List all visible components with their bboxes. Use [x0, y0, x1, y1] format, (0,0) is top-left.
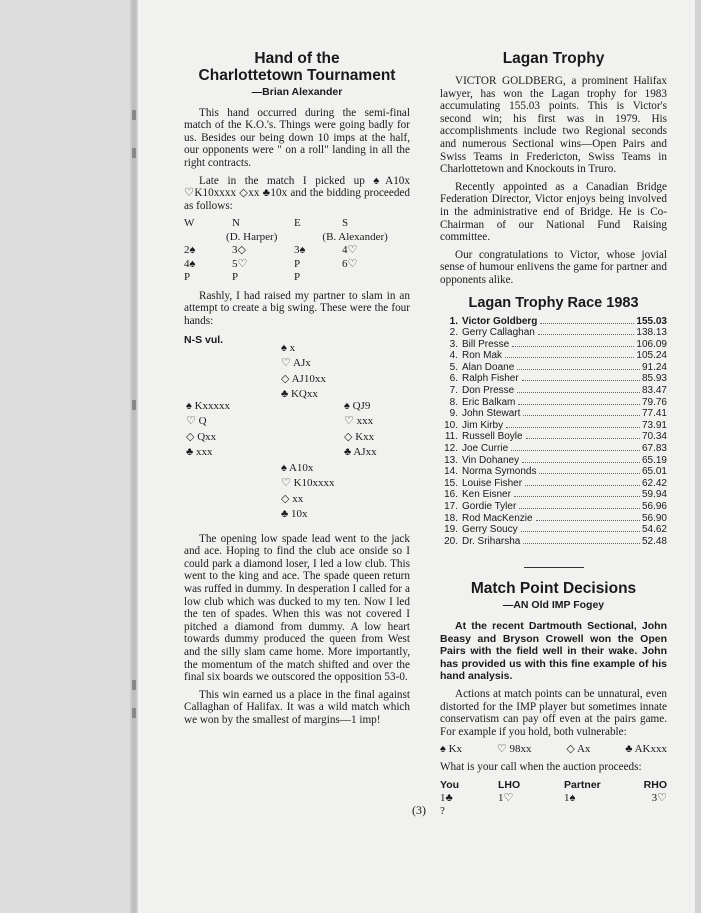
race-rank: 8.: [449, 396, 458, 408]
bidding-table: [184, 217, 410, 285]
staple-mark: [132, 400, 136, 410]
bid-cell: P: [184, 271, 191, 284]
race-rank: 6.: [449, 373, 458, 385]
auction-question-mark: ?: [440, 804, 445, 817]
race-score: 79.76: [641, 396, 667, 408]
race-row: [440, 431, 667, 443]
bid-header-row: [184, 217, 410, 231]
auction-cell: 3♡: [651, 791, 667, 804]
auction-cell: 1♡: [498, 791, 514, 804]
east-hearts: ♡ xxx: [344, 415, 374, 428]
staple-mark: [132, 680, 136, 690]
race-score: 56.96: [641, 501, 667, 512]
race-row: [440, 339, 667, 351]
race-rank: 7.: [449, 385, 458, 397]
race-leader-dots: [523, 543, 640, 544]
race-name: Eric Balkam: [462, 396, 516, 408]
west-diamonds: ◇ Qxx: [186, 430, 217, 443]
right-column: [440, 50, 667, 818]
staple-mark: [132, 110, 136, 120]
auction-cell: 1♠: [564, 791, 576, 804]
race-row: [440, 443, 667, 455]
auction-header-partner: Partner: [564, 778, 601, 791]
auction-header-row: [440, 779, 667, 792]
race-row: [440, 536, 667, 548]
bid-header-s: S: [342, 217, 349, 230]
race-row: [440, 373, 667, 385]
west-hand: [186, 399, 230, 461]
race-rank: 18.: [444, 512, 458, 524]
bid-header-n: N: [232, 217, 240, 230]
race-leader-dots: [514, 496, 640, 497]
mpd-title: Match Point Decisions: [470, 580, 637, 598]
race-standings: [440, 316, 667, 548]
race-row: [440, 455, 667, 467]
race-name: Don Presse: [462, 385, 515, 397]
race-name: Dr. Sriharsha: [462, 535, 521, 547]
east-clubs: ♣ AJxx: [344, 446, 377, 459]
left-byline: —Brian Alexander: [251, 86, 343, 98]
vulnerability-label: N-S vul.: [184, 333, 224, 346]
race-name: Ken Eisner: [462, 489, 511, 501]
race-rank: 13.: [444, 454, 458, 466]
race-title: Lagan Trophy Race 1983: [468, 294, 639, 311]
bid-header-e: E: [294, 217, 301, 230]
bid-cell: P: [294, 271, 301, 284]
holding-clubs: ♣ AKxxx: [625, 743, 667, 756]
race-row: [440, 316, 667, 328]
south-spades: ♠ A10x: [281, 461, 314, 474]
south-diamonds: ◇ xx: [281, 492, 304, 505]
race-leader-dots: [522, 380, 640, 381]
race-rank: 9.: [449, 408, 458, 420]
auction-header-rho: RHO: [643, 778, 667, 791]
race-score: 65.01: [641, 466, 667, 478]
race-row: [440, 385, 667, 397]
left-para-5: This win earned us a place in the final against Callaghan of Halifax. It was a wild match which we won by the smallest of margins—1 imp!: [184, 688, 410, 726]
race-leader-dots: [526, 438, 640, 439]
race-name: Rod MacKenzie: [462, 512, 533, 524]
lagan-para-3: Our congratulations to Victor, whose jovial sense of humour enlivens the game for partner and opponents alike.: [440, 248, 667, 286]
race-name: Victor Goldberg: [462, 315, 538, 327]
race-name: Norma Symonds: [462, 466, 537, 478]
auction-header-lho: LHO: [498, 778, 521, 791]
race-leader-dots: [523, 415, 640, 416]
auction-cell: 1♣: [440, 791, 453, 804]
bid-header-w: W: [184, 217, 195, 230]
title-line-1: Hand of the: [254, 50, 340, 67]
race-score: 83.47: [641, 385, 667, 397]
bid-row: [184, 258, 410, 272]
race-row: [440, 513, 667, 525]
race-score: 54.62: [641, 524, 667, 536]
bid-cell: 3◇: [232, 244, 246, 257]
race-name: Jim Kirby: [462, 419, 504, 431]
holding-diamonds: ◇ Ax: [566, 743, 591, 756]
race-score: 56.90: [641, 512, 667, 524]
race-rank: 1.: [449, 315, 458, 327]
race-leader-dots: [517, 369, 640, 370]
race-leader-dots: [519, 508, 640, 509]
section-divider: [524, 567, 584, 568]
race-name: Ralph Fisher: [462, 373, 519, 385]
left-para-4: The opening low spade lead went to the jack and ace. Hoping to find the club ace onside so I could park a diamond loser, I led a low club. This went to the king and ace. The spade queen return was ruffed in dummy. In desperation I called for a low club which was ducked to my ten. Now I led the ten of spades. When this was not covered I pitched a diamond from dummy. A low heart towards dummy produced the queen from West and the silly slam came home. More importantly, the momentum of the match shifted and over the final six boards we outscored the opposition 53-0.: [184, 532, 410, 684]
bid-row: [184, 244, 410, 258]
auction-row: [440, 792, 667, 805]
auction-header-you: You: [440, 778, 460, 791]
north-hand: [281, 341, 326, 403]
race-score: 155.03: [636, 315, 667, 327]
left-article: [184, 50, 410, 732]
bid-cell: [342, 271, 402, 285]
east-diamonds: ◇ Kxx: [344, 430, 375, 443]
race-score: 67.83: [641, 443, 667, 455]
race-score: 62.42: [641, 477, 667, 489]
north-spades: ♠ x: [281, 341, 296, 354]
holding-hearts: ♡ 98xx: [496, 743, 532, 756]
race-row: [440, 397, 667, 409]
race-leader-dots: [511, 450, 640, 451]
south-clubs: ♣ 10x: [281, 508, 308, 521]
mpd-question: What is your call when the auction proceeds:: [440, 760, 642, 773]
binding-edge: [130, 0, 138, 913]
bid-cell: 5♡: [232, 257, 248, 270]
race-rank: 20.: [444, 535, 458, 547]
bid-name-north: (D. Harper): [226, 230, 278, 243]
bid-names-row: [184, 231, 410, 245]
race-rank: 16.: [444, 489, 458, 501]
race-rank: 15.: [444, 477, 458, 489]
west-spades: ♠ Kxxxxx: [186, 399, 231, 412]
race-leader-dots: [505, 357, 634, 358]
bid-row: [184, 271, 410, 285]
race-leader-dots: [522, 462, 640, 463]
bid-name-south: (B. Alexander): [322, 230, 388, 243]
bid-cell: 4♠: [184, 257, 196, 270]
race-score: 77.41: [641, 408, 667, 420]
race-rank: 2.: [449, 327, 458, 339]
race-leader-dots: [539, 473, 640, 474]
race-name: Joe Currie: [462, 443, 509, 455]
race-leader-dots: [538, 334, 635, 335]
race-rank: 4.: [449, 350, 458, 362]
race-score: 138.13: [636, 327, 667, 339]
auction-table: [440, 779, 667, 818]
race-row: [440, 350, 667, 362]
race-score: 91.24: [641, 361, 667, 373]
race-name: Bill Presse: [462, 338, 510, 350]
race-rank: 11.: [444, 431, 458, 443]
mpd-byline: —AN Old IMP Fogey: [502, 599, 605, 612]
north-diamonds: ◇ AJ10xx: [281, 372, 326, 385]
race-leader-dots: [525, 485, 640, 486]
race-name: John Stewart: [462, 408, 521, 420]
race-row: [440, 362, 667, 374]
west-clubs: ♣ xxx: [186, 446, 213, 459]
race-rank: 19.: [444, 524, 458, 536]
race-row: [440, 466, 667, 478]
race-score: 106.09: [636, 338, 667, 350]
race-row: [440, 408, 667, 420]
race-row: [440, 478, 667, 490]
page-margin: [0, 0, 138, 913]
race-row: [440, 489, 667, 501]
race-row: [440, 501, 667, 513]
race-name: Russell Boyle: [462, 431, 523, 443]
bid-cell: 3♠: [294, 244, 306, 257]
race-name: Alan Doane: [462, 361, 515, 373]
bid-cell: 6♡: [342, 257, 358, 270]
left-article-title: [184, 50, 410, 84]
bid-cell: P: [232, 271, 239, 284]
race-leader-dots: [540, 323, 634, 324]
auction-row: [440, 805, 667, 818]
mpd-para: Actions at match points can be unnatural, even distorted for the IMP player but sometimes innate conservatism can pay off even at the pairs game. For example if you hold, both vulnerable:: [440, 687, 667, 738]
race-leader-dots: [512, 346, 634, 347]
race-score: 59.94: [641, 489, 667, 501]
race-score: 70.34: [641, 431, 667, 443]
race-name: Gordie Tyler: [462, 501, 517, 512]
bid-cell: P: [294, 257, 301, 270]
race-name: Vin Dohaney: [462, 454, 520, 466]
east-hand: [344, 399, 377, 461]
holding-line: [440, 743, 667, 756]
race-leader-dots: [521, 531, 640, 532]
bid-cell: 2♠: [184, 244, 196, 257]
page-right-edge: [695, 0, 701, 913]
race-name: Louise Fisher: [462, 477, 523, 489]
west-hearts: ♡ Q: [186, 415, 207, 428]
staple-mark: [132, 148, 136, 158]
race-leader-dots: [506, 427, 640, 428]
race-leader-dots: [536, 520, 640, 521]
lagan-para-1: VICTOR GOLDBERG, a prominent Halifax lawyer, has won the Lagan trophy for 1983 accumulating 155.03 points. This is Victor's second win; his first was in 1979. His accomplishments include two Regional seconds and numerous Sectional wins—Open Pairs and Swiss Teams in Fredericton, Swiss Teams in Charlottetown and Knockouts in Truro.: [440, 75, 667, 176]
race-row: [440, 524, 667, 536]
race-score: 52.48: [641, 535, 667, 547]
race-name: Gerry Callaghan: [462, 327, 535, 339]
race-rank: 17.: [444, 501, 458, 512]
race-name: Ron Mak: [462, 350, 503, 362]
race-rank: 12.: [444, 443, 458, 455]
staple-mark: [132, 708, 136, 718]
race-rank: 3.: [449, 338, 458, 350]
race-row: [440, 327, 667, 339]
race-score: 65.19: [641, 454, 667, 466]
race-score: 85.93: [641, 373, 667, 385]
race-score: 105.24: [636, 350, 667, 362]
race-name: Gerry Soucy: [462, 524, 518, 536]
bid-cell: 4♡: [342, 244, 358, 257]
mpd-intro: At the recent Dartmouth Sectional, John Beasy and Bryson Crowell won the Open Pairs with the field well in their wake. John has provided us with this fine example of his hand analysis.: [440, 619, 667, 683]
holding-spades: ♠ Kx: [440, 743, 463, 756]
lagan-para-2: Recently appointed as a Canadian Bridge Federation Director, Victor enjoys being involved in the administrative end of Bridge. He is Co-Chairman of our National Fund Raising committee.: [440, 180, 667, 244]
left-para-2: Late in the match I picked up ♠A10x ♡K10xxxx ◇xx ♣10x and the bidding proceeded as follows:: [184, 174, 410, 212]
north-clubs: ♣ KQxx: [281, 388, 318, 401]
east-spades: ♠ QJ9: [344, 399, 371, 412]
hand-diagram: [184, 333, 410, 533]
south-hearts: ♡ K10xxxx: [281, 477, 335, 490]
left-para-1: This hand occurred during the semi-final match of the K.O.'s. Things were going badly for us. Besides our being down 10 imps at the half, our opponents were " on a roll" landing in all the right contracts.: [184, 106, 410, 169]
lagan-trophy-title: Lagan Trophy: [502, 50, 605, 67]
race-score: 73.91: [641, 419, 667, 431]
south-hand: [281, 461, 335, 523]
north-hearts: ♡ AJx: [281, 357, 311, 370]
left-para-3: Rashly, I had raised my partner to slam in an attempt to create a big swing. These were the four hands:: [184, 289, 410, 328]
page-number: (3): [412, 803, 426, 817]
race-rank: 10.: [444, 419, 458, 431]
race-rank: 5.: [449, 361, 458, 373]
race-leader-dots: [517, 392, 640, 393]
race-leader-dots: [518, 404, 640, 405]
race-row: [440, 420, 667, 432]
race-rank: 14.: [444, 466, 458, 478]
title-line-2: Charlottetown Tournament: [198, 67, 396, 84]
